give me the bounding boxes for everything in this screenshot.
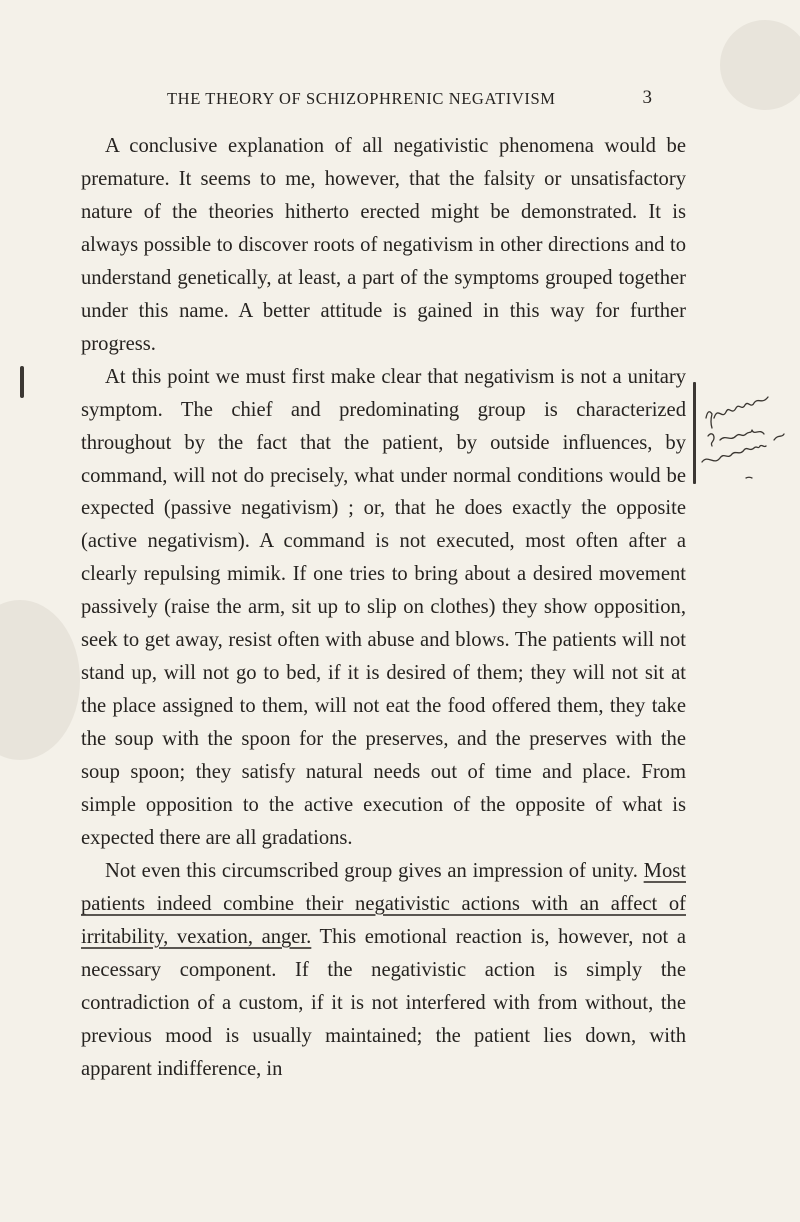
underlined-passage: Most patients indeed combine their negativistic actions with an affect of irritability, vexation, anger. — [81, 859, 686, 948]
paragraph — [81, 361, 686, 855]
paragraph-text: At this point we must first make clear that negativism is not a unitary symptom. The chief and predominating group is characterized throughout by the fact that the patient, by outside influences, by command, will not do precisely, what under normal conditions would be expected (passive negativism) ; or, that he does exactly the opposite (active negativism). A command is not executed, most often after a clearly repulsing mimik. If one tries to bring about a desired movement passively (raise the arm, sit up to slip on clothes) they show opposition, seek to get away, resist often with abuse and blows. The patients will not stand up, will not go to bed, if it is desired of them; they will not sit at the place assigned to them, will not eat the food offered them, they take the soup with the spoon for the preserves, and the preserves with the soup spoon; they satisfy natural needs out of time and place. From simple opposition to the active execution of the opposite of what is expected there are all gradations. — [81, 365, 686, 850]
body-text — [81, 130, 686, 1086]
running-head: THE THEORY OF SCHIZOPHRENIC NEGATIVISM — [167, 89, 556, 108]
paragraph — [81, 855, 686, 1086]
margin-bracket-mark — [20, 366, 24, 398]
paragraph-text: A conclusive explanation of all negativistic phenomena would be premature. It seems to me, however, that the falsity or unsatisfactory nature of the theories hitherto erected might be demonstrated. It is always possible to discover roots of negativism in other directions and to understand genetically, at least, a part of the symptoms grouped together under this name. A better attitude is gained in this way for further progress. — [81, 135, 686, 355]
handwritten-margin-note — [700, 392, 795, 502]
paragraph — [81, 130, 686, 361]
paper-stain — [720, 20, 800, 110]
page-number: 3 — [642, 87, 652, 108]
page-header — [167, 89, 652, 115]
paragraph-text: This emotional reaction is, however, not a necessary component. If the negativistic action is simply the contradiction of a custom, if it is not interfered with from without, the previous mood is usually maintained; the patient lies down, with apparent indifference, in — [81, 925, 686, 1080]
paragraph-text: Not even this circumscribed group gives an impression of unity. — [105, 859, 644, 882]
margin-bracket-mark — [693, 382, 696, 484]
paper-stain — [0, 600, 80, 760]
